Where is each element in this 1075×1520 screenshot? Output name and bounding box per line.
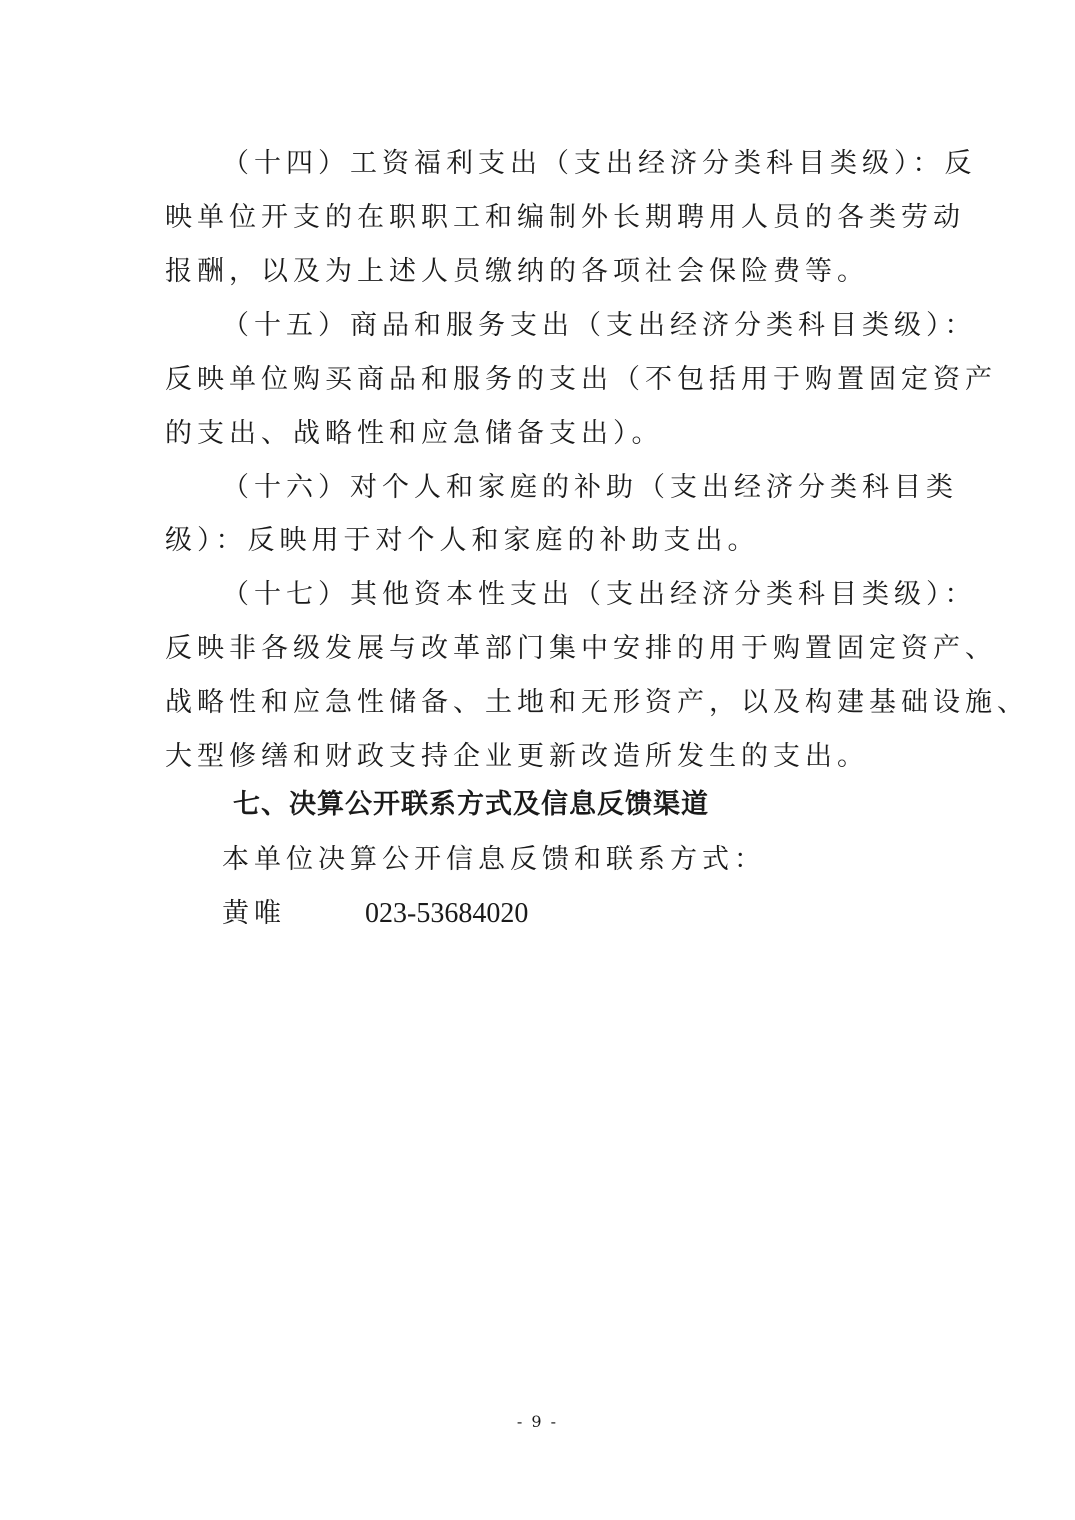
paragraph-16-line-1: （十六）对个人和家庭的补助（支出经济分类科目类 <box>222 472 958 503</box>
page-number: - 9 - <box>516 1412 559 1431</box>
paragraph-16-line-2: 级）：反映用于对个人和家庭的补助支出。 <box>165 525 760 556</box>
contact-phone: 023-53684020 <box>365 898 529 929</box>
section-heading: 七、决算公开联系方式及信息反馈渠道 <box>233 789 709 820</box>
contact-row <box>222 898 528 930</box>
paragraph-14-line-2: 映单位开支的在职职工和编制外长期聘用人员的各类劳动 <box>165 202 965 233</box>
paragraph-14-line-1: （十四）工资福利支出（支出经济分类科目类级）：反 <box>222 148 977 179</box>
contact-intro: 本单位决算公开信息反馈和联系方式： <box>222 844 766 875</box>
paragraph-17-line-3: 战略性和应急性储备、土地和无形资产，以及构建基础设施、 <box>165 687 1029 718</box>
paragraph-15-line-2: 反映单位购买商品和服务的支出（不包括用于购置固定资产 <box>165 364 997 395</box>
paragraph-15-line-3: 的支出、战略性和应急储备支出）。 <box>165 418 664 449</box>
paragraph-17-line-4: 大型修缮和财政支持企业更新改造所发生的支出。 <box>165 741 869 772</box>
paragraph-15-line-1: （十五）商品和服务支出（支出经济分类科目类级）： <box>222 310 977 341</box>
paragraph-14-line-3: 报酬，以及为上述人员缴纳的各项社会保险费等。 <box>165 256 869 287</box>
paragraph-17-line-1: （十七）其他资本性支出（支出经济分类科目类级）： <box>222 579 977 610</box>
paragraph-17-line-2: 反映非各级发展与改革部门集中安排的用于购置固定资产、 <box>165 633 997 664</box>
contact-name: 黄唯 <box>222 898 286 929</box>
